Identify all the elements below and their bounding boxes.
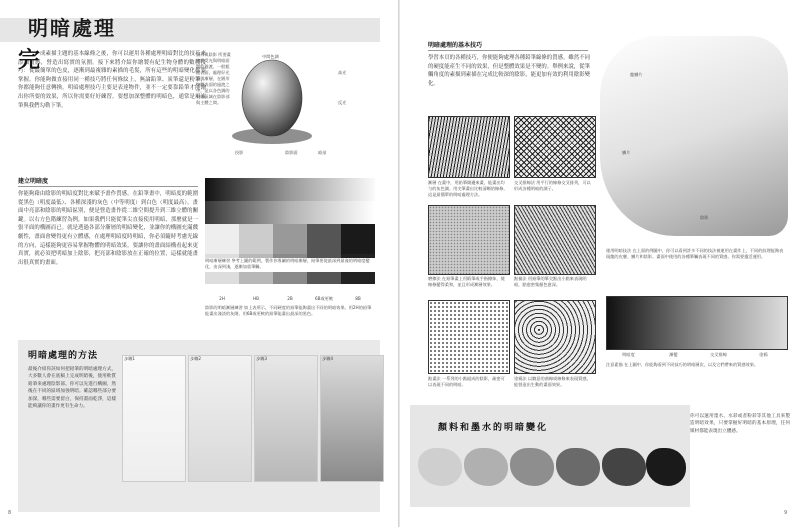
grade-labels: [205, 296, 375, 302]
value-steps: [205, 224, 375, 254]
grade-label: 2H: [219, 296, 225, 301]
method-title: 明暗處理的方法: [28, 351, 99, 361]
right-intro-paragraph: 學習本頁的各種技巧，你便能夠處理各種鉛筆線條的質感。雖然不同的硬度能產生不同的效果，但是整體效果是不變的。舉例來說，從筆觸角度的素描到素描在完成比較深的陰影，能更加有效的利用陰影變化。: [428, 55, 590, 87]
texture-contrast-strip: [606, 296, 788, 350]
grade-label: 2B: [287, 296, 293, 301]
right-section-heading: 明暗處理的基本技巧: [428, 40, 588, 51]
contrast-label: 交叉排線: [710, 352, 727, 357]
gradbar-caption: 明暗漸層練習 參考上圖的範例，製作你專屬的明暗漸層，鉛筆要從最深到最淺的明暗度變化，由深到淺，逐漸加重筆觸。: [205, 258, 375, 272]
wash-swatch: [646, 448, 686, 486]
value-gradient-1: [205, 178, 375, 201]
caption-blending: 磨擦法 在鉛筆畫上用紙筆或手指擦抹，使線條變得柔和，並且形成漸層效果。: [428, 276, 505, 287]
egg-caption: 圓形與陰影 所要畫物體受光與明暗面間的過渡，一般粗糙表面，處理好光源與漸層，在圓形物體表面的過渡之中，是以各色調的較暗區域在陰影部與主體之間。: [196, 52, 231, 105]
caption-stippling: 點描法 用鉛筆的筆尖點出小點來表現明暗，點愈密集顏色愈深。: [514, 276, 587, 287]
caption-crosshatch: 交叉排線法 用平行的線條交叉排列，可以形成各種明暗的調子。: [514, 180, 591, 191]
egg-label-cast-shadow: 投影: [235, 150, 244, 155]
dragon-label-scale: 鱗片: [622, 150, 631, 155]
grade-label: 6B或更軟: [314, 296, 334, 301]
sphinx-step-2: [188, 355, 252, 482]
caption-scribble: 塗鴉法 以隨意的曲線或線條來表現質感，能營造出生動的畫面效果。: [514, 376, 591, 387]
sphinx-step-1: [122, 355, 186, 482]
grade-label: 8B: [355, 296, 361, 301]
watercolor-note: 你可以運用墨水、水彩或者粉彩等其他工具來製造明暗效果，只要掌握好明暗的基本原理，任何媒材都能表現出立體感。: [690, 414, 790, 434]
dragon-label-scales: 龍鱗片: [630, 72, 643, 77]
page-number-left: 8: [8, 510, 12, 516]
texture-blending: [428, 205, 510, 275]
wash-swatch: [602, 448, 646, 486]
contrast-label: 塗鴉: [759, 352, 768, 357]
step-label-3: 步驟3: [256, 356, 268, 361]
grade-label: HB: [252, 296, 260, 301]
watercolor-title: 顏料和墨水的明暗變化: [438, 423, 549, 433]
egg-label-highlight: 高光: [338, 70, 347, 75]
contrast-label: 漸變: [669, 352, 678, 357]
gradbar-caption-2: 陰影的明暗漸層練習 如上表所示，不同硬度的鉛筆能夠畫出不同的明暗效果。用2H的鉛筆能畫出淺淡的灰階，用6B或更軟的鉛筆能畫出最深的黑色。: [205, 305, 372, 316]
section1-heading: 建立明暗度: [18, 176, 198, 187]
egg-label-midtone: 中間色調: [262, 54, 279, 59]
contrast-caption: 注意素描 在上圖中，你能夠看到不同技巧的明暗層次，以及它們帶來的質感效果。: [606, 362, 759, 367]
step-label-1: 步驟1: [124, 356, 136, 361]
page-number-right: 9: [784, 510, 788, 516]
dragon-illustration: [600, 36, 788, 236]
intro-paragraph: 成素描主題的基本線條之後，你可以運用各種處理明暗對比的技巧來添加質感，營造出寫實的氛圍。接下來將介紹你繪製有紀生物身體的數種技巧：從最簡單的色皮，逐漸到最複雜的素描的毛髮，所有這些的明暗變化都要掌握。你能夠做直接用同一種技巧將任何條紋上，無論鉛筆、炭筆還是粉筆，你都能夠任意轉換。明暗處理技巧主要是表達物件，並不一定要靠鉛筆才能繪出你所要的效果，所以你需要好好練習。要想加深整體的明暗色，通常是用炭筆與我們勾勒下筆。: [18, 51, 206, 109]
caption-dots: 點畫法 一系列的小點組成的陰影，疏密可以表現不同的明暗。: [428, 376, 505, 387]
value-scale-chart: [205, 178, 375, 295]
value-gradient-2: [205, 201, 375, 224]
step-label-2: 步驟2: [190, 356, 202, 361]
dragon-caption: 運用明暗技法 在上面的例圖中，你可以看到許多不同的技法被運用在畫作上，不同的紋理能夠表現龍的皮膚、鱗片和陰影。畫面中使用的各種筆觸表現不同的質感，你需要靈活運用。: [606, 248, 784, 259]
contrast-label: 明暗度: [622, 352, 635, 357]
dragon-label-shadow: 陰影: [700, 215, 709, 220]
contrast-labels: [606, 352, 786, 358]
sphinx-step-4: [320, 355, 384, 482]
texture-scribble: [514, 300, 596, 374]
texture-directional: [514, 205, 596, 275]
texture-crosshatch: [514, 116, 596, 178]
wash-swatch: [556, 448, 600, 486]
wash-swatch: [510, 448, 554, 486]
sphinx-step-3: [254, 355, 318, 482]
drop-cap: 完: [18, 48, 41, 73]
shaded-egg-illustration: [232, 52, 320, 148]
caption-gradation: 漸層 在畫中，用鉛筆側邊來畫，能畫出均勻的灰色調。用尖筆畫出比較清晰的線條，這是最簡單的明暗處理方法。: [428, 180, 508, 197]
texture-dots: [428, 300, 510, 374]
wash-swatch: [464, 448, 508, 486]
egg-label-shadow-side: 陰影面: [285, 150, 298, 155]
wash-swatch: [418, 448, 462, 486]
egg-label-reflected: 反光: [338, 100, 347, 105]
left-page: [0, 0, 399, 527]
page-title: 明暗處理: [28, 16, 116, 40]
method-paragraph: 最後介紹你該如何把鉛筆的明暗處理方式，大多數人會在底稿上完成明暗後，使用軟質鉛筆來處理陰影部。你可以先進行構圖，然後在不同的區域加強明暗。確認哪些部分要加深，哪些需要留白，保持畫面乾淨，這樣能夠讓你的畫作更有生命力。: [28, 367, 116, 410]
texture-gradation: [428, 116, 510, 178]
step-label-4: 步驟4: [322, 356, 334, 361]
egg-label-dark: 暗部: [318, 150, 327, 155]
section1-paragraph: 你能夠藉由陰影的明暗度對比來賦予畫作質感。在鉛筆畫中，明暗度的範圍從黑色（明度最低）、各種深淺的灰色（中等明度）到白色（明度最高）。畫面中亮部和陰影的明暗區別，便是營造畫作從二維空間提升到三維立體的關鍵。以右方色階練習為例，如果我們只能從筆尖直接使用明暗，那麼就是一張平面的構圖而已。就是透過各部分漸層的明暗變化，並讓你的構圖充滿戲劇性，畫面會變得更有立體感，在處理明暗度時明暗，你必須隨時考慮光線的方向，這樣能夠更容易掌握物體的明暗效果。要讓你的畫面結構看起來更真實，就必須把明暗加上陰影，把亮部和陰影放在正確的位置，這樣就能畫出很真實的畫面。: [18, 191, 198, 266]
